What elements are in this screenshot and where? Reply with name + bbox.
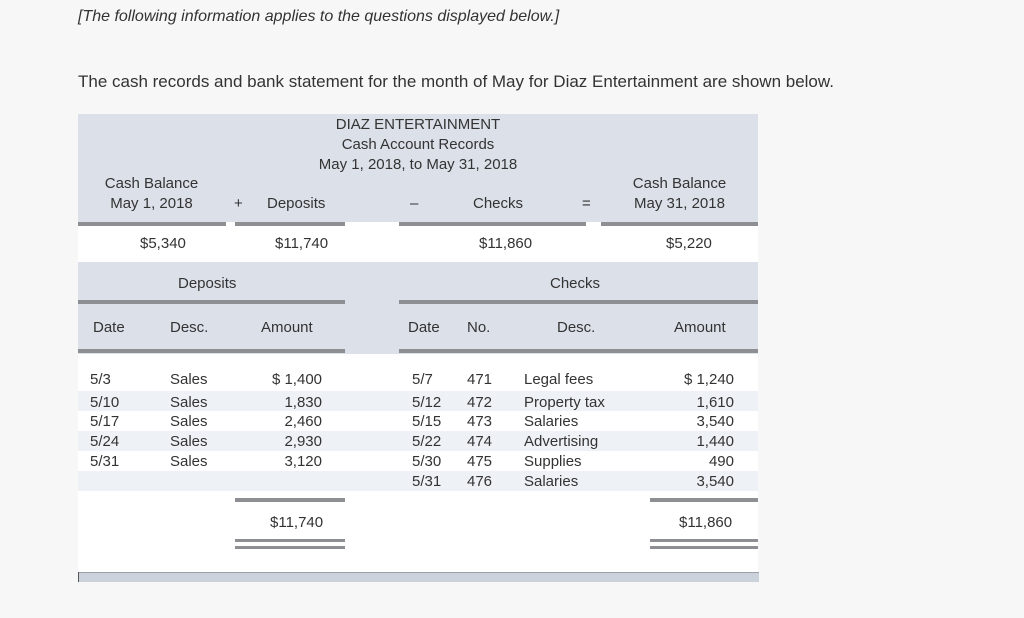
company-name: DIAZ ENTERTAINMENT bbox=[335, 116, 501, 133]
check-number: 473 bbox=[467, 413, 493, 430]
double-rule bbox=[650, 539, 758, 542]
checks-label: Checks bbox=[473, 195, 524, 212]
double-rule bbox=[650, 546, 758, 549]
check-amount: $ 1,240 bbox=[683, 371, 734, 388]
deposit-desc: Sales bbox=[170, 371, 208, 388]
checks-col-amount: Amount bbox=[674, 319, 726, 336]
check-desc: Legal fees bbox=[524, 371, 594, 388]
begin-balance-date: May 1, 2018 bbox=[110, 195, 193, 212]
rule bbox=[399, 300, 758, 304]
check-desc: Salaries bbox=[524, 413, 579, 430]
deposits-col-desc: Desc. bbox=[170, 319, 209, 336]
checks-total-summary: $11,860 bbox=[479, 235, 533, 252]
deposit-amount: 2,460 bbox=[284, 413, 322, 430]
check-date: 5/22 bbox=[412, 433, 442, 450]
deposit-date: 5/10 bbox=[90, 394, 120, 411]
check-date: 5/31 bbox=[412, 473, 442, 490]
rule bbox=[235, 498, 345, 502]
report-period: May 1, 2018, to May 31, 2018 bbox=[318, 156, 518, 173]
checks-col-no: No. bbox=[467, 319, 491, 336]
minus-sign: – bbox=[410, 195, 419, 212]
check-amount: 490 bbox=[708, 453, 734, 470]
deposit-desc: Sales bbox=[170, 433, 208, 450]
check-number: 472 bbox=[467, 394, 493, 411]
instruction-note: [The following information applies to the questions displayed below.] bbox=[78, 8, 560, 25]
deposit-date: 5/17 bbox=[90, 413, 120, 430]
deposit-amount: 3,120 bbox=[284, 453, 322, 470]
plus-sign: + bbox=[234, 195, 243, 212]
table-bottom-tick bbox=[78, 572, 79, 582]
deposits-section-label: Deposits bbox=[178, 275, 237, 292]
check-date: 5/30 bbox=[412, 453, 442, 470]
rule bbox=[78, 349, 345, 353]
rule bbox=[78, 222, 226, 226]
rule bbox=[650, 498, 758, 502]
begin-balance-label: Cash Balance bbox=[104, 175, 199, 192]
deposit-desc: Sales bbox=[170, 394, 208, 411]
check-desc: Property tax bbox=[524, 394, 605, 411]
check-desc: Advertising bbox=[524, 433, 599, 450]
checks-col-date: Date bbox=[408, 319, 440, 336]
checks-total: $11,860 bbox=[679, 514, 733, 531]
rule bbox=[399, 222, 586, 226]
table-bottom-border bbox=[78, 572, 759, 582]
check-amount: 3,540 bbox=[696, 413, 734, 430]
rule bbox=[78, 300, 345, 304]
check-number: 474 bbox=[467, 433, 493, 450]
equals-sign: = bbox=[582, 195, 591, 212]
deposit-desc: Sales bbox=[170, 453, 208, 470]
double-rule bbox=[235, 539, 345, 542]
end-balance-date: May 31, 2018 bbox=[634, 195, 725, 212]
check-desc: Supplies bbox=[524, 453, 582, 470]
check-date: 5/12 bbox=[412, 394, 442, 411]
deposit-amount: $ 1,400 bbox=[271, 371, 322, 388]
deposits-col-date: Date bbox=[93, 319, 125, 336]
deposits-total-summary: $11,740 bbox=[275, 235, 329, 252]
report-title: Cash Account Records bbox=[341, 136, 495, 153]
double-rule bbox=[235, 546, 345, 549]
deposits-col-amount: Amount bbox=[261, 319, 313, 336]
check-amount: 1,440 bbox=[696, 433, 734, 450]
checks-section-label: Checks bbox=[550, 275, 601, 292]
deposit-date: 5/3 bbox=[90, 371, 111, 388]
check-date: 5/15 bbox=[412, 413, 442, 430]
check-number: 471 bbox=[467, 371, 493, 388]
check-desc: Salaries bbox=[524, 473, 579, 490]
end-balance-label: Cash Balance bbox=[632, 175, 727, 192]
check-amount: 1,610 bbox=[696, 394, 734, 411]
intro-text: The cash records and bank statement for the month of May for Diaz Entertainment are shown below. bbox=[78, 72, 834, 91]
check-number: 476 bbox=[467, 473, 493, 490]
rule bbox=[399, 349, 758, 353]
deposit-desc: Sales bbox=[170, 413, 208, 430]
check-date: 5/7 bbox=[412, 371, 433, 388]
checks-col-desc: Desc. bbox=[557, 319, 596, 336]
begin-balance-value: $5,340 bbox=[140, 235, 186, 252]
deposits-label: Deposits bbox=[267, 195, 326, 212]
rule bbox=[235, 222, 345, 226]
deposit-amount: 2,930 bbox=[284, 433, 322, 450]
deposit-date: 5/24 bbox=[90, 433, 120, 450]
end-balance-value: $5,220 bbox=[666, 235, 712, 252]
rule bbox=[601, 222, 758, 226]
deposits-total: $11,740 bbox=[270, 514, 324, 531]
check-amount: 3,540 bbox=[696, 473, 734, 490]
deposit-date: 5/31 bbox=[90, 453, 120, 470]
check-number: 475 bbox=[467, 453, 493, 470]
deposit-amount: 1,830 bbox=[284, 394, 322, 411]
